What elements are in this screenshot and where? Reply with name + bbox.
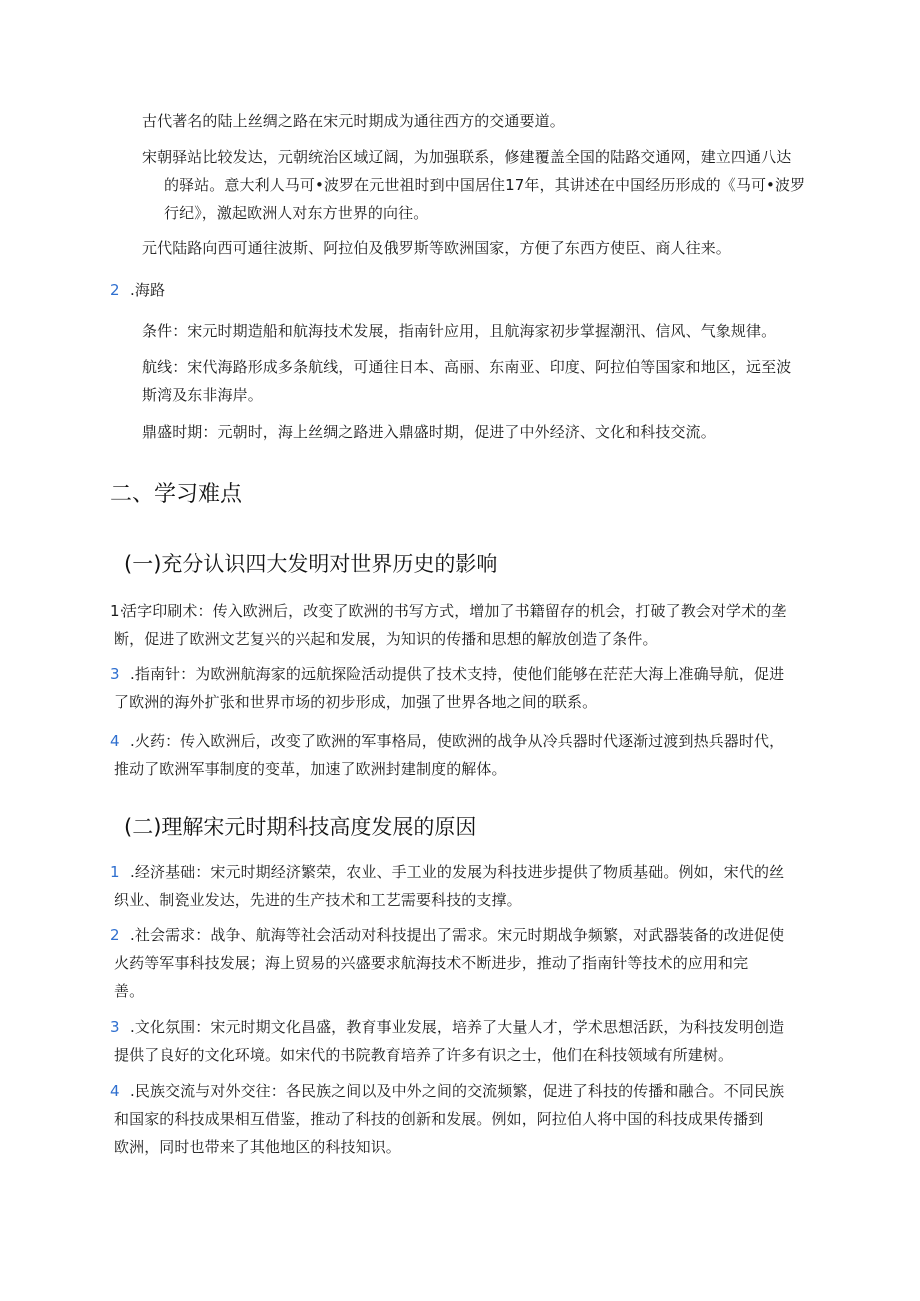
invention-item-1-line-1: 活字印刷术：传入欧洲后，改变了欧洲的书写方式，增加了书籍留存的机会，打破了教会对学术的垄 bbox=[122, 602, 787, 620]
invention-item-number-4: 4 bbox=[110, 732, 120, 750]
invention-item-4-line-1: .火药：传入欧洲后，改变了欧洲的军事格局，使欧洲的战争从冷兵器时代逐渐过渡到热兵器时代， bbox=[130, 732, 785, 750]
sea-route-routes-line-2: 斯湾及东非海岸。 bbox=[142, 386, 263, 404]
sea-route-number: 2 bbox=[110, 281, 120, 299]
cause-item-4-line-3: 欧洲，同时也带来了其他地区的科技知识。 bbox=[114, 1138, 401, 1156]
section-heading-learning-difficulties: 二、学习难点 bbox=[110, 482, 243, 507]
cause-item-number-3: 3 bbox=[110, 1018, 120, 1036]
cause-item-1-line-1: .经济基础：宋元时期经济繁荣，农业、手工业的发展为科技进步提供了物质基础。例如，宋代的丝 bbox=[130, 863, 785, 881]
cause-item-4-line-2: 和国家的科技成果相互借鉴，推动了科技的创新和发展。例如，阿拉伯人将中国的科技成果传播到 bbox=[114, 1110, 764, 1128]
land-route-paragraph-2-line-3: 行纪》，激起欧洲人对东方世界的向往。 bbox=[164, 204, 429, 222]
land-route-paragraph-3: 元代陆路向西可通往波斯、阿拉伯及俄罗斯等欧洲国家，方便了东西方使臣、商人往来。 bbox=[142, 239, 731, 257]
land-route-paragraph-2-line-2: 的驿站。意大利人马可•波罗在元世祖时到中国居住17年，其讲述在中国经历形成的《马可•波罗 bbox=[164, 176, 806, 194]
sea-route-peak-period: 鼎盛时期：元朝时，海上丝绸之路进入鼎盛时期，促进了中外经济、文化和科技交流。 bbox=[142, 423, 716, 441]
sea-route-conditions: 条件：宋元时期造船和航海技术发展，指南针应用，且航海家初步掌握潮汛、信风、气象规律。 bbox=[142, 322, 777, 340]
cause-item-2-line-2: 火药等军事科技发展；海上贸易的兴盛要求航海技术不断进步，推动了指南针等技术的应用和完 bbox=[114, 954, 749, 972]
cause-item-4-line-1: .民族交流与对外交往：各民族之间以及中外之间的交流频繁，促进了科技的传播和融合。不同民族 bbox=[130, 1082, 785, 1100]
invention-item-3-line-1: .指南针：为欧洲航海家的远航探险活动提供了技术支持，使他们能够在茫茫大海上准确导航，促进 bbox=[130, 665, 785, 683]
subsection-heading-four-inventions: (一)充分认识四大发明对世界历史的影响 bbox=[124, 552, 498, 576]
subsection-heading-tech-development-causes: (二)理解宋元时期科技高度发展的原因 bbox=[124, 815, 477, 839]
invention-item-4-line-2: 推动了欧洲军事制度的变革，加速了欧洲封建制度的解体。 bbox=[114, 760, 507, 778]
land-route-paragraph-1: 古代著名的陆上丝绸之路在宋元时期成为通往西方的交通要道。 bbox=[142, 112, 565, 130]
cause-item-number-2: 2 bbox=[110, 926, 120, 944]
invention-item-1-line-2: 断，促进了欧洲文艺复兴的兴起和发展，为知识的传播和思想的解放创造了条件。 bbox=[114, 630, 658, 648]
sea-route-title: .海路 bbox=[130, 281, 166, 299]
invention-item-3-line-2: 了欧洲的海外扩张和世界市场的初步形成，加强了世界各地之间的联系。 bbox=[114, 693, 598, 711]
cause-item-1-line-2: 织业、制瓷业发达，先进的生产技术和工艺需要科技的支撑。 bbox=[114, 891, 522, 909]
cause-item-2-line-1: .社会需求：战争、航海等社会活动对科技提出了需求。宋元时期战争频繁，对武器装备的改进促使 bbox=[130, 926, 785, 944]
invention-item-number-3: 3 bbox=[110, 665, 120, 683]
land-route-paragraph-2-line-1: 宋朝驿站比较发达，元朝统治区域辽阔，为加强联系，修建覆盖全国的陆路交通网，建立四通八达 bbox=[142, 148, 792, 166]
cause-item-3-line-2: 提供了良好的文化环境。如宋代的书院教育培养了许多有识之士，他们在科技领域有所建树。 bbox=[114, 1046, 734, 1064]
invention-item-number-1: 1· bbox=[110, 602, 125, 620]
cause-item-number-1: 1 bbox=[110, 863, 120, 881]
cause-item-3-line-1: .文化氛围：宋元时期文化昌盛，教育事业发展，培养了大量人才，学术思想活跃，为科技发明创造 bbox=[130, 1018, 785, 1036]
cause-item-number-4: 4 bbox=[110, 1082, 120, 1100]
cause-item-2-line-3: 善。 bbox=[114, 982, 145, 1000]
sea-route-routes-line-1: 航线：宋代海路形成多条航线，可通往日本、高丽、东南亚、印度、阿拉伯等国家和地区，远至波 bbox=[142, 358, 792, 376]
